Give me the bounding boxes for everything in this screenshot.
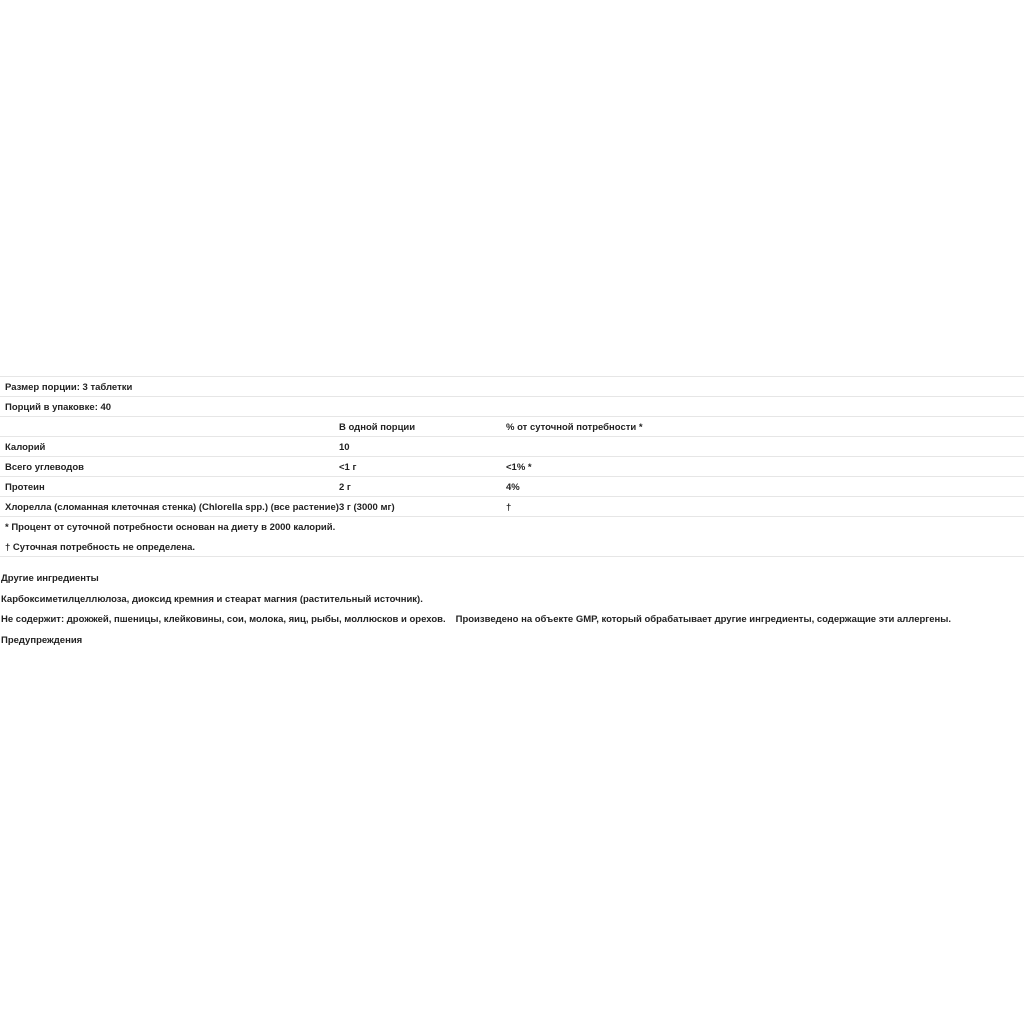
serving-size-row [0, 377, 1024, 397]
table-row [0, 437, 1024, 457]
ingredients-section [0, 572, 1024, 655]
table-row [0, 457, 1024, 477]
nutrient-amount: 10 [339, 442, 350, 453]
servings-per-container-row [0, 397, 1024, 417]
nutrient-name: Калорий [5, 442, 46, 453]
nutrient-name: Хлорелла (сломанная клеточная стенка) (Chlorella spp.) (все растение) [5, 502, 339, 513]
nutrient-dv: † [506, 502, 512, 513]
allergen-free-text: Не содержит: дрожжей, пшеницы, клейковины, сои, молока, яиц, рыбы, моллюсков и орехов. [1, 614, 446, 626]
footnote-row [0, 537, 1024, 557]
nutrient-amount: 2 г [339, 482, 351, 493]
table-row [0, 497, 1024, 517]
nutrient-name: Всего углеводов [5, 462, 84, 473]
footnote-daily-value: * Процент от суточной потребности основан на диету в 2000 калорий. [5, 522, 336, 533]
nutrient-amount: 3 г (3000 мг) [339, 502, 395, 513]
nutrient-name: Протеин [5, 482, 45, 493]
nutrient-amount: <1 г [339, 462, 357, 473]
serving-size: Размер порции: 3 таблетки [5, 382, 133, 393]
gmp-note: Произведено на объекте GMP, который обрабатывает другие ингредиенты, содержащие эти аллергены. [455, 614, 952, 626]
table-header-row [0, 417, 1024, 437]
footnote-row [0, 517, 1024, 537]
other-ingredients-text: Карбоксиметилцеллюлоза, диоксид кремния и стеарат магния (растительный источник). [1, 593, 423, 605]
nutrient-dv: 4% [506, 482, 520, 493]
footnote-not-established: † Суточная потребность не определена. [5, 542, 196, 553]
other-ingredients-heading: Другие ингредиенты [1, 573, 99, 584]
nutrient-dv: <1% * [506, 462, 532, 473]
warnings-heading: Предупреждения [1, 635, 83, 647]
daily-value-header: % от суточной потребности * [506, 422, 643, 433]
table-row [0, 477, 1024, 497]
per-serving-header: В одной порции [339, 422, 416, 433]
allergen-statement [0, 613, 1024, 634]
supplement-facts-table [0, 376, 1024, 557]
servings-per-container: Порций в упаковке: 40 [5, 402, 112, 413]
